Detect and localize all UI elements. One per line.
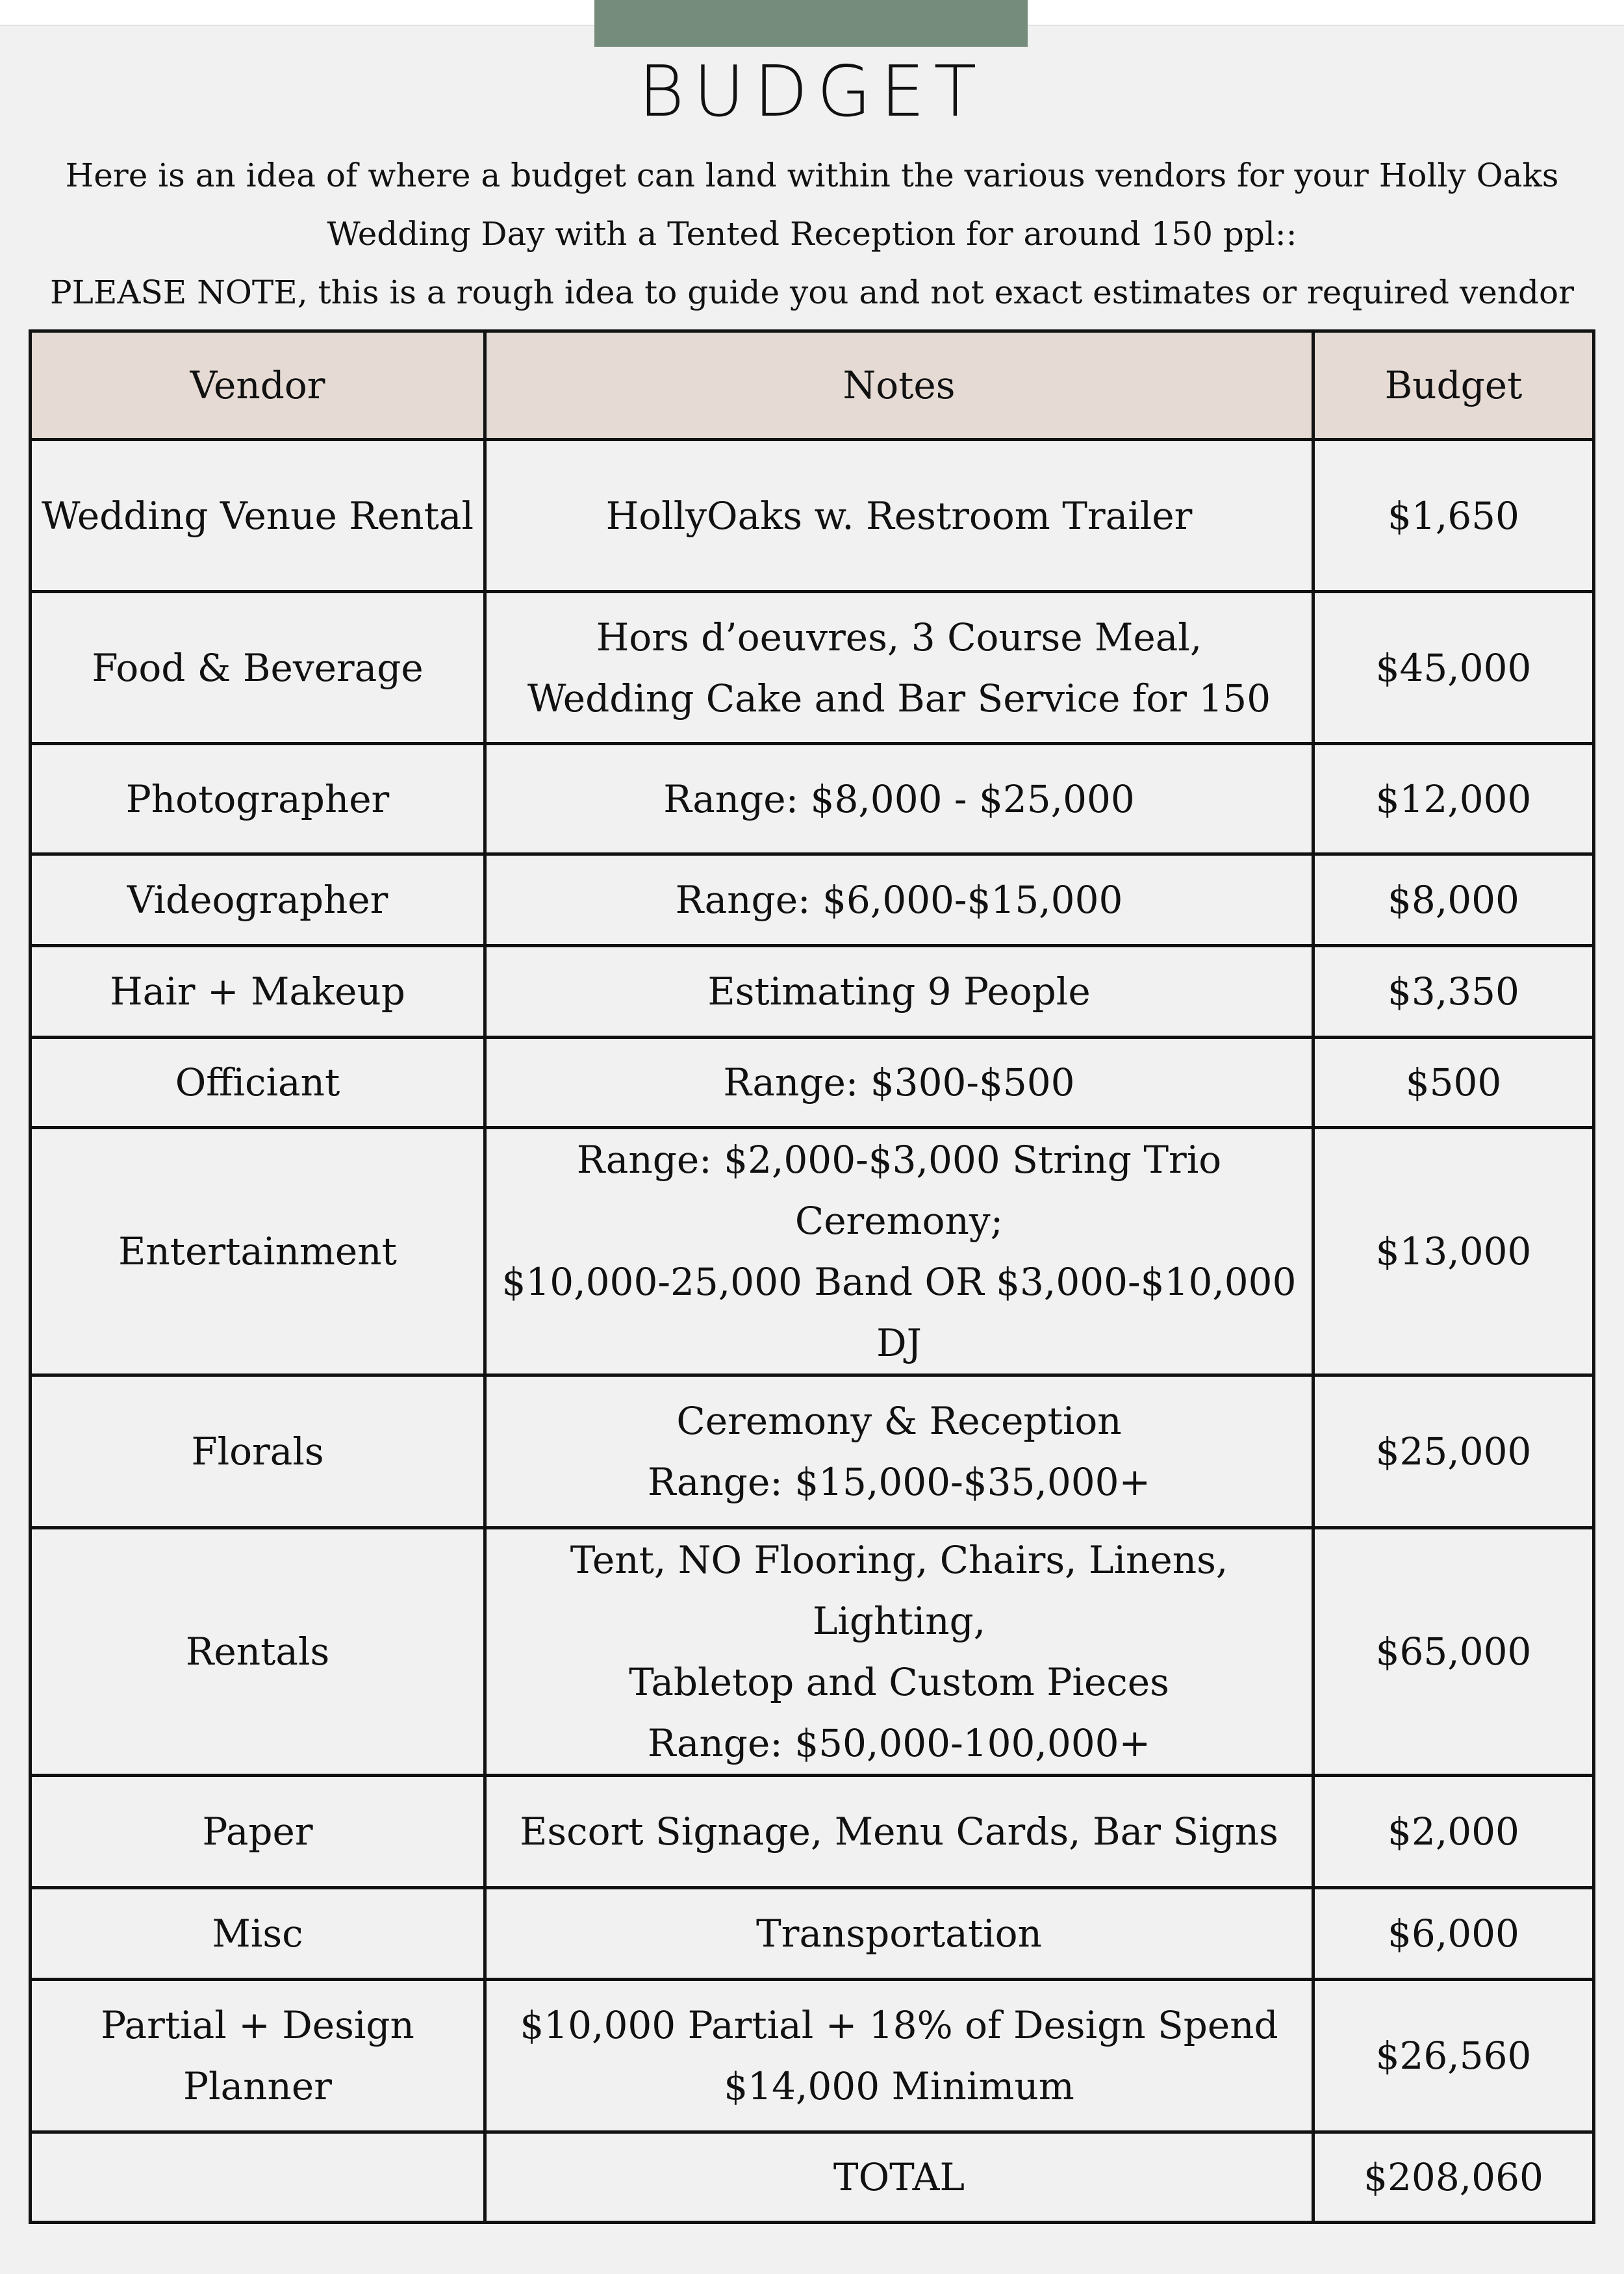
- notes-cell: [485, 1528, 1313, 1776]
- table-row: [31, 1980, 1594, 2132]
- budget-cell: $2,000: [1313, 1776, 1594, 1888]
- notes-line: Range: $6,000-$15,000: [675, 878, 1123, 922]
- budget-table: [29, 329, 1595, 2224]
- notes-cell: [485, 592, 1313, 744]
- notes-cell: [485, 1888, 1313, 1980]
- notes-cell: [485, 854, 1313, 946]
- table-row: [31, 1776, 1594, 1888]
- intro-text: [26, 146, 1598, 263]
- vendor-cell: [31, 946, 485, 1038]
- vendor-cell: [31, 440, 485, 592]
- vendor-cell: [31, 854, 485, 946]
- notes-line: Escort Signage, Menu Cards, Bar Signs: [520, 1809, 1278, 1854]
- vendor-name: Misc: [212, 1911, 303, 1956]
- vendor-name: Entertainment: [118, 1229, 397, 1273]
- vendor-cell: [31, 1776, 485, 1888]
- notes-cell: [485, 1375, 1313, 1528]
- page-title: BUDGET: [638, 51, 986, 133]
- notes-line: Range: $2,000-$3,000 String Trio Ceremony;: [576, 1138, 1222, 1243]
- vendor-cell: [31, 592, 485, 744]
- notes-line: Range: $15,000-$35,000+: [647, 1460, 1151, 1504]
- budget-cell: $6,000: [1313, 1888, 1594, 1980]
- notes-line: Estimating 9 People: [707, 969, 1091, 1014]
- budget-cell: $1,650: [1313, 440, 1594, 592]
- notes-cell: [485, 1038, 1313, 1128]
- vendor-name: Planner: [183, 2064, 332, 2108]
- table-row: [31, 592, 1594, 744]
- budget-cell: $45,000: [1313, 592, 1594, 744]
- notes-line: $10,000 Partial + 18% of Design Spend: [520, 2003, 1278, 2047]
- table-row: [31, 1128, 1594, 1375]
- notes-cell: [485, 440, 1313, 592]
- budget-cell: $3,350: [1313, 946, 1594, 1038]
- notes-line: HollyOaks w. Restroom Trailer: [605, 493, 1193, 538]
- vendor-name: Partial + Design: [101, 2003, 414, 2047]
- notes-line: $14,000 Minimum: [724, 2064, 1074, 2108]
- budget-cell: $26,560: [1313, 1980, 1594, 2132]
- table-row: [31, 946, 1594, 1038]
- vendor-cell: [31, 1038, 485, 1128]
- header-row: [31, 331, 1594, 440]
- budget-cell: $65,000: [1313, 1528, 1594, 1776]
- budget-cell: $25,000: [1313, 1375, 1594, 1528]
- vendor-name: Videographer: [127, 878, 388, 922]
- table-row: [31, 1375, 1594, 1528]
- notes-line: Tent, NO Flooring, Chairs, Linens, Lighting,: [570, 1538, 1228, 1643]
- vendor-name: Paper: [202, 1809, 313, 1854]
- intro-line-1: Here is an idea of where a budget can land within the various vendors for your Holly Oaks: [65, 157, 1559, 194]
- budget-cell: $500: [1313, 1038, 1594, 1128]
- vendor-cell: [31, 1375, 485, 1528]
- accent-tab: [594, 0, 1028, 47]
- vendor-name: Photographer: [125, 776, 390, 821]
- vendor-cell: [31, 1980, 485, 2132]
- vendor-cell: [31, 744, 485, 854]
- vendor-name: Wedding Venue Rental: [41, 493, 474, 538]
- notes-cell: [485, 744, 1313, 854]
- notes-line: $10,000-25,000 Band OR $3,000-$10,000 DJ: [501, 1260, 1297, 1365]
- vendor-cell: [31, 1888, 485, 1980]
- notes-line: Wedding Cake and Bar Service for 150: [527, 676, 1271, 721]
- table-row: [31, 744, 1594, 854]
- column-header-vendor: Vendor: [31, 331, 485, 440]
- vendor-name: Food & Beverage: [92, 645, 424, 690]
- total-label: TOTAL: [485, 2132, 1313, 2223]
- notes-line: Tabletop and Custom Pieces: [629, 1660, 1169, 1704]
- vendor-cell: [31, 1528, 485, 1776]
- vendor-cell: [31, 1128, 485, 1375]
- notes-cell: [485, 1776, 1313, 1888]
- notes-cell: [485, 1128, 1313, 1375]
- vendor-name: Hair + Makeup: [110, 969, 405, 1014]
- total-empty-cell: [31, 2132, 485, 2223]
- notes-line: Ceremony & Reception: [676, 1399, 1122, 1443]
- table-row: [31, 1888, 1594, 1980]
- notes-line: Transportation: [756, 1911, 1042, 1956]
- table-row: [31, 1528, 1594, 1776]
- disclaimer-note: PLEASE NOTE, this is a rough idea to guide you and not exact estimates or required vendor: [50, 274, 1574, 311]
- vendor-name: Florals: [191, 1429, 324, 1474]
- column-header-budget: Budget: [1313, 331, 1594, 440]
- table-row: [31, 440, 1594, 592]
- budget-cell: $8,000: [1313, 854, 1594, 946]
- notes-line: Range: $300-$500: [723, 1060, 1075, 1105]
- budget-cell: $12,000: [1313, 744, 1594, 854]
- vendor-name: Officiant: [175, 1060, 340, 1105]
- intro-line-2: Wedding Day with a Tented Reception for around 150 ppl::: [327, 215, 1297, 253]
- table-row: [31, 1038, 1594, 1128]
- column-header-notes: Notes: [485, 331, 1313, 440]
- notes-line: Range: $8,000 - $25,000: [663, 776, 1135, 821]
- vendor-name: Rentals: [185, 1629, 330, 1674]
- notes-line: Range: $50,000-100,000+: [647, 1721, 1151, 1765]
- total-value: $208,060: [1313, 2132, 1594, 2223]
- table-row: [31, 854, 1594, 946]
- budget-cell: $13,000: [1313, 1128, 1594, 1375]
- notes-cell: [485, 1980, 1313, 2132]
- total-row: [31, 2132, 1594, 2223]
- notes-cell: [485, 946, 1313, 1038]
- notes-line: Hors d’oeuvres, 3 Course Meal,: [596, 615, 1202, 659]
